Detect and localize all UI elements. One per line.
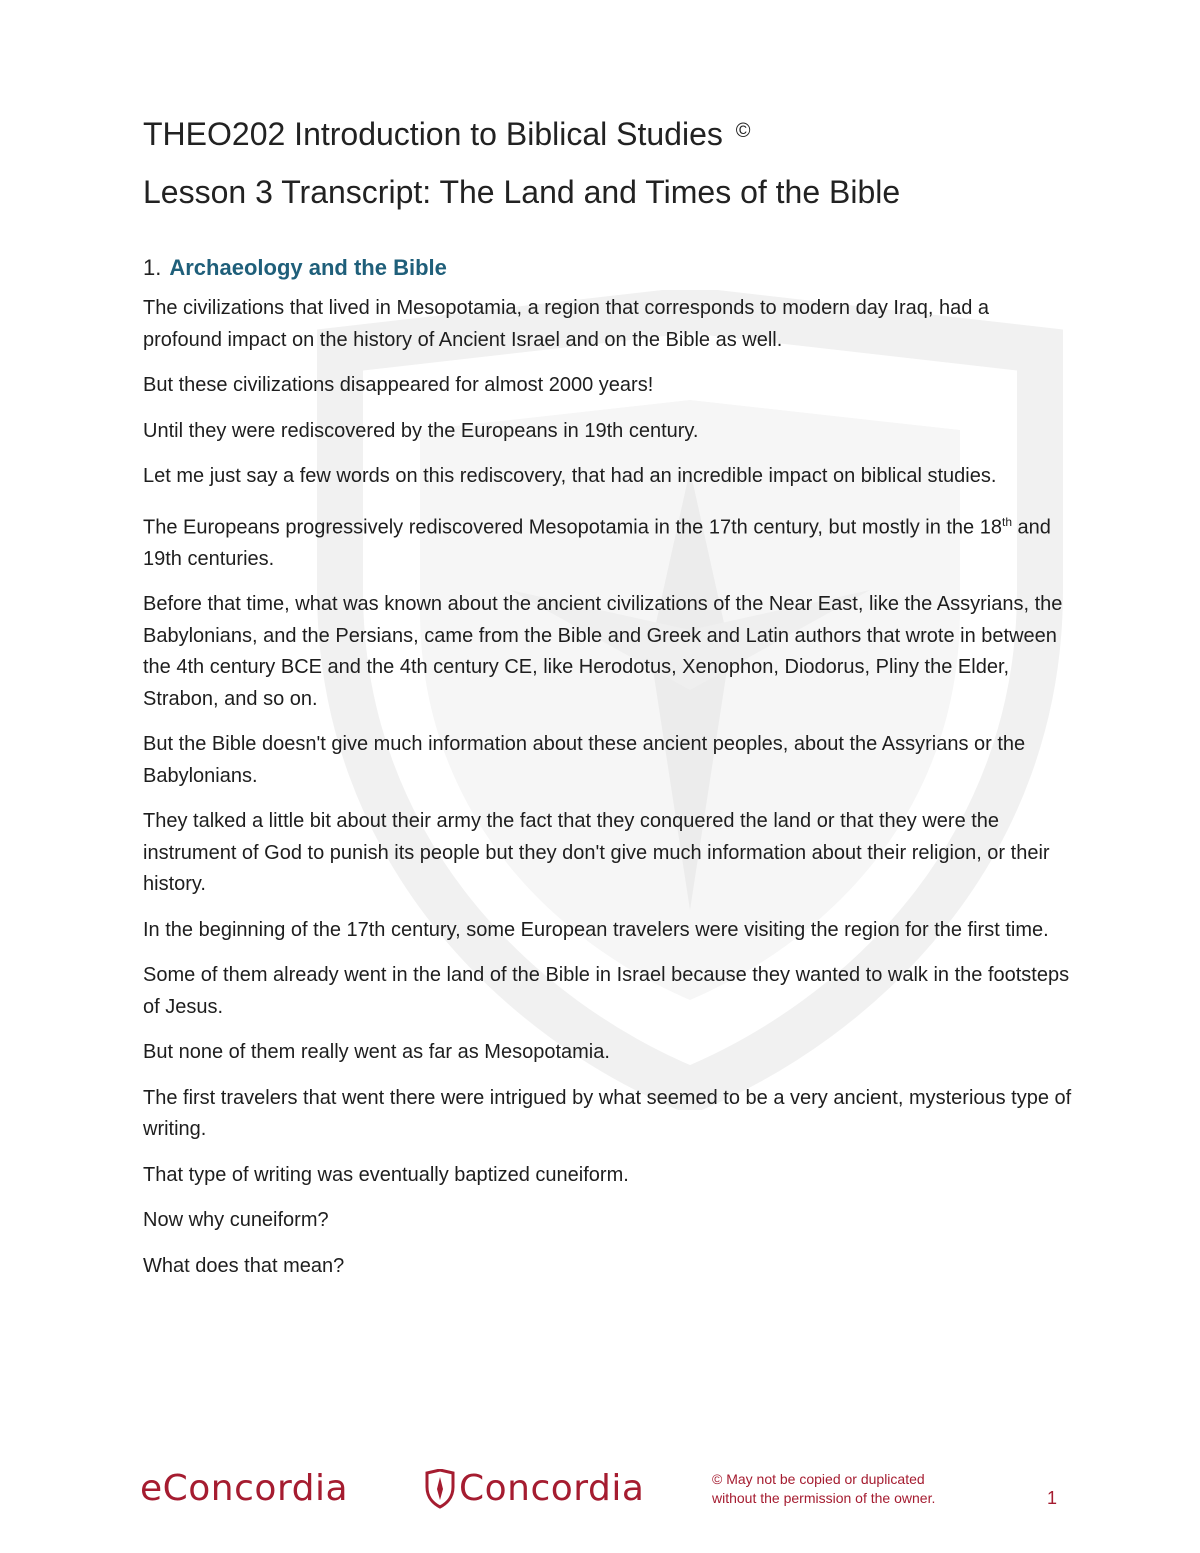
superscript: th bbox=[1001, 514, 1012, 529]
document-body bbox=[143, 108, 1073, 1296]
paragraph: Until they were rediscovered by the Europeans in 19th century. bbox=[143, 419, 699, 442]
shield-logo-icon bbox=[425, 1469, 455, 1509]
paragraph: But these civilizations disappeared for almost 2000 years! bbox=[143, 374, 654, 396]
paragraph-text: and 19th centuries. bbox=[143, 516, 1051, 570]
document-title bbox=[143, 108, 1073, 157]
paragraph: Some of them already went in the land of the Bible in Israel because they wanted to walk in the footsteps of Jesus. bbox=[143, 964, 1070, 1018]
paragraph: Let me just say a few words on this rediscovery, that had an incredible impact on biblical studies. bbox=[143, 465, 997, 487]
paragraph: They talked a little bit about their army the fact that they conquered the land or that they were the instrument of God to punish its people but they don't give much information about their religion, or their history. bbox=[143, 810, 1050, 896]
paragraph: In the beginning of the 17th century, some European travelers were visiting the region for the first time. bbox=[143, 918, 1049, 941]
paragraph: Before that time, what was known about the ancient civilizations of the Near East, like the Assyrians, the Babylonians, and the Persians, came from the Bible and Greek and Latin authors that wrote in between the 4th century BCE and the 4th century CE, like Herodotus, Xenophon, Diodorus, Pliny the Elder, Strabon, and so on. bbox=[143, 593, 1063, 710]
section-heading bbox=[143, 253, 1073, 283]
document-title-text: THEO202 Introduction to Biblical Studies bbox=[143, 116, 723, 152]
section-number: 1. bbox=[143, 255, 162, 280]
econcordia-logo-text: eConcordia bbox=[140, 1468, 349, 1509]
page-footer bbox=[0, 1460, 1200, 1553]
paragraph: The first travelers that went there were intrigued by what seemed to be a very ancient, mysterious type of writing. bbox=[143, 1086, 1072, 1141]
paragraph: The civilizations that lived in Mesopotamia, a region that corresponds to modern day Iraq, had a profound impact on the history of Ancient Israel and on the Bible as well. bbox=[143, 297, 990, 351]
copyright-line: without the permission of the owner. bbox=[712, 1490, 936, 1506]
econcordia-logo bbox=[140, 1468, 348, 1509]
paragraph: But the Bible doesn't give much information about these ancient peoples, about the Assyrians or the Babylonians. bbox=[143, 733, 1026, 787]
paragraph bbox=[143, 507, 1073, 576]
document-subtitle: Lesson 3 Transcript: The Land and Times of the Bible bbox=[143, 174, 901, 210]
paragraph: What does that mean? bbox=[143, 1254, 345, 1277]
copyright-notice bbox=[712, 1470, 935, 1508]
paragraph: Now why cuneiform? bbox=[143, 1209, 329, 1232]
paragraph-text: The Europeans progressively rediscovered Mesopotamia in the 17th century, but mostly in the 18 bbox=[143, 516, 1002, 539]
copyright-mark: © bbox=[735, 120, 751, 142]
paragraph: But none of them really went as far as Mesopotamia. bbox=[143, 1041, 610, 1064]
paragraph: That type of writing was eventually baptized cuneiform. bbox=[143, 1163, 629, 1186]
concordia-logo bbox=[425, 1468, 644, 1509]
concordia-logo-text: Concordia bbox=[459, 1468, 645, 1509]
page-number: 1 bbox=[1047, 1488, 1058, 1508]
section-heading-text: Archaeology and the Bible bbox=[169, 255, 447, 280]
copyright-line: © May not be copied or duplicated bbox=[712, 1471, 925, 1487]
